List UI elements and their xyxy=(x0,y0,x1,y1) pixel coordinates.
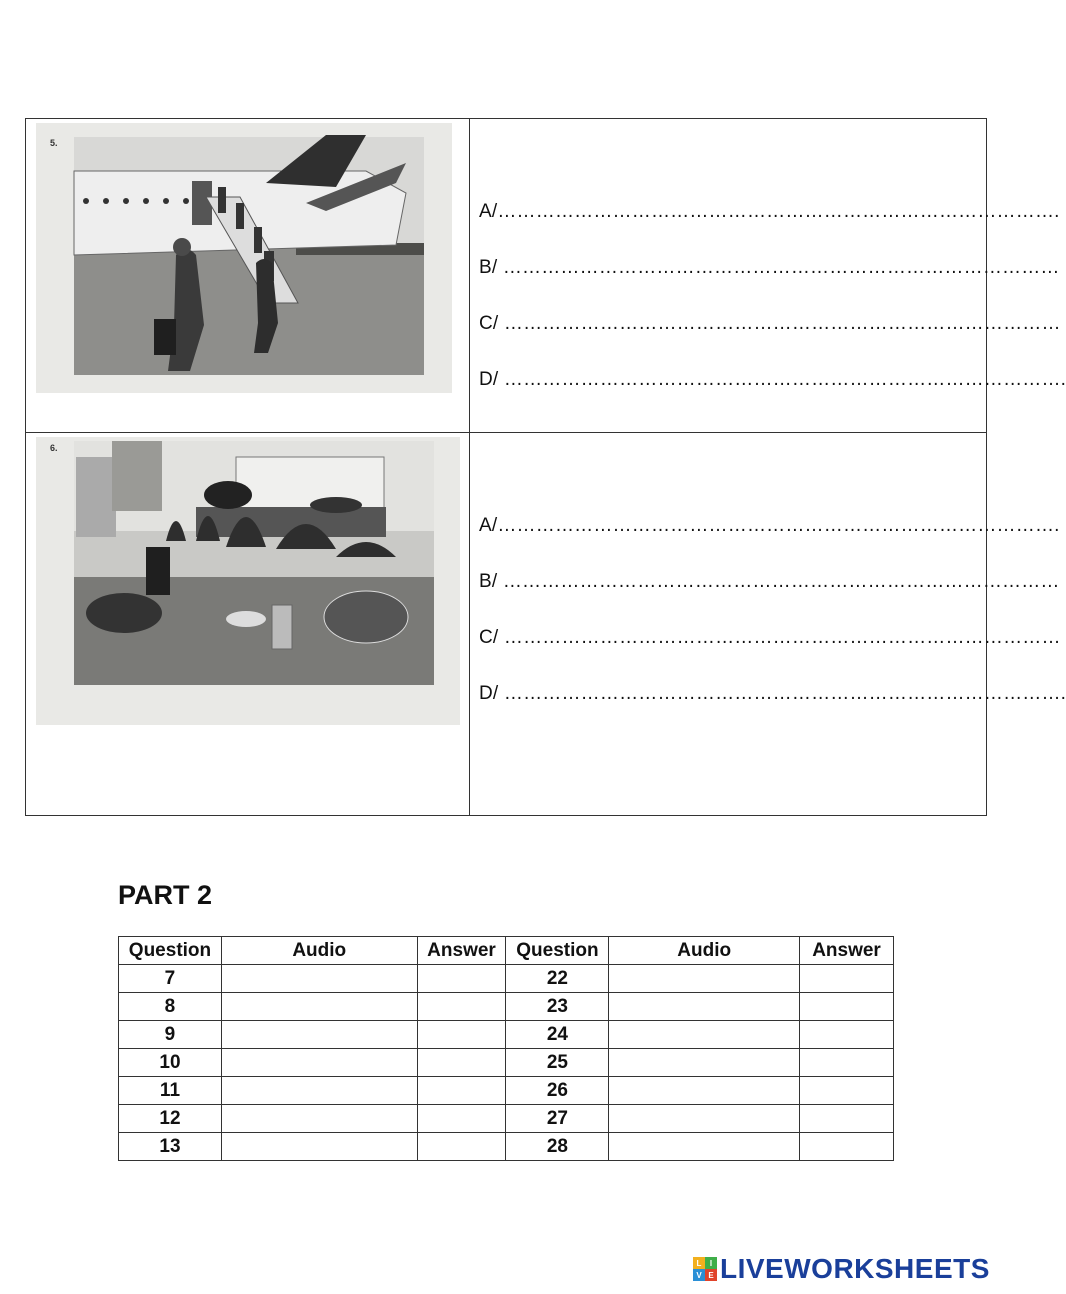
audio-cell[interactable] xyxy=(609,1077,800,1105)
audio-cell[interactable] xyxy=(609,1105,800,1133)
header-answer: Answer xyxy=(417,937,506,965)
kitchen-photo xyxy=(36,437,460,725)
table-row xyxy=(119,1049,894,1077)
logo-mark-icon: L I V E xyxy=(693,1257,717,1281)
audio-cell[interactable] xyxy=(609,1021,800,1049)
question-number: 22 xyxy=(506,965,609,993)
table-header-row xyxy=(119,937,894,965)
table-row xyxy=(119,1105,894,1133)
answer-line-a[interactable]: A/……………………………………………………………………………. xyxy=(479,201,1060,222)
audio-cell[interactable] xyxy=(221,1049,417,1077)
answer-line-a[interactable]: A/……………………………………………………………………………. xyxy=(479,515,1060,536)
audio-cell[interactable] xyxy=(221,965,417,993)
answer-cell[interactable] xyxy=(417,993,506,1021)
question-number: 25 xyxy=(506,1049,609,1077)
table-row xyxy=(119,1021,894,1049)
photo-cell xyxy=(26,433,470,815)
question-number: 12 xyxy=(119,1105,222,1133)
audio-cell[interactable] xyxy=(221,993,417,1021)
header-audio: Audio xyxy=(609,937,800,965)
header-answer: Answer xyxy=(800,937,894,965)
answer-cell[interactable] xyxy=(800,1021,894,1049)
table-row xyxy=(119,965,894,993)
answer-cell xyxy=(470,119,1066,432)
answer-cell[interactable] xyxy=(417,1133,506,1161)
audio-cell[interactable] xyxy=(221,1133,417,1161)
answer-cell[interactable] xyxy=(800,1077,894,1105)
answer-cell[interactable] xyxy=(417,1049,506,1077)
question-number: 26 xyxy=(506,1077,609,1105)
header-question: Question xyxy=(506,937,609,965)
question-number: 6. xyxy=(50,443,58,453)
question-number: 28 xyxy=(506,1133,609,1161)
question-number: 27 xyxy=(506,1105,609,1133)
picture-question-table xyxy=(25,118,1066,816)
question-number: 23 xyxy=(506,993,609,1021)
answer-cell xyxy=(470,433,1066,815)
question-number: 24 xyxy=(506,1021,609,1049)
table-row xyxy=(119,1133,894,1161)
logo-text: LIVEWORKSHEETS xyxy=(720,1253,990,1284)
answer-cell[interactable] xyxy=(417,965,506,993)
question-row-5 xyxy=(26,119,1066,433)
question-row-6 xyxy=(26,433,1066,815)
answer-cell[interactable] xyxy=(800,1133,894,1161)
answer-cell[interactable] xyxy=(417,1077,506,1105)
photo-cell xyxy=(26,119,470,432)
answer-line-b[interactable]: B/ …………………………………………………………………………… xyxy=(479,571,1060,592)
answer-cell[interactable] xyxy=(800,965,894,993)
question-number: 5. xyxy=(50,138,58,148)
audio-cell[interactable] xyxy=(609,965,800,993)
answer-line-d[interactable]: D/ ……………………………………………………………………………. xyxy=(479,369,1066,390)
question-number: 10 xyxy=(119,1049,222,1077)
liveworksheets-logo[interactable] xyxy=(693,1254,990,1284)
answer-line-b[interactable]: B/ …………………………………………………………………………… xyxy=(479,257,1060,278)
part-title: PART 2 xyxy=(118,880,213,910)
answer-line-c[interactable]: C/ …………………………………………………………………………… xyxy=(479,627,1061,648)
audio-cell[interactable] xyxy=(609,1133,800,1161)
answer-cell[interactable] xyxy=(800,1049,894,1077)
question-number: 8 xyxy=(119,993,222,1021)
answer-cell[interactable] xyxy=(417,1105,506,1133)
audio-cell[interactable] xyxy=(221,1021,417,1049)
audio-cell[interactable] xyxy=(609,1049,800,1077)
audio-cell[interactable] xyxy=(221,1105,417,1133)
answer-line-d[interactable]: D/ ……………………………………………………………………………. xyxy=(479,683,1066,704)
airplane-photo xyxy=(36,123,452,393)
question-number: 7 xyxy=(119,965,222,993)
audio-cell[interactable] xyxy=(221,1077,417,1105)
answer-line-c[interactable]: C/ …………………………………………………………………………… xyxy=(479,313,1061,334)
table-row xyxy=(119,1077,894,1105)
question-number: 11 xyxy=(119,1077,222,1105)
audio-cell[interactable] xyxy=(609,993,800,1021)
answer-cell[interactable] xyxy=(417,1021,506,1049)
question-number: 13 xyxy=(119,1133,222,1161)
answer-cell[interactable] xyxy=(800,993,894,1021)
header-audio: Audio xyxy=(221,937,417,965)
header-question: Question xyxy=(119,937,222,965)
table-row xyxy=(119,993,894,1021)
part2-answer-table xyxy=(118,936,894,1161)
answer-cell[interactable] xyxy=(800,1105,894,1133)
question-number: 9 xyxy=(119,1021,222,1049)
